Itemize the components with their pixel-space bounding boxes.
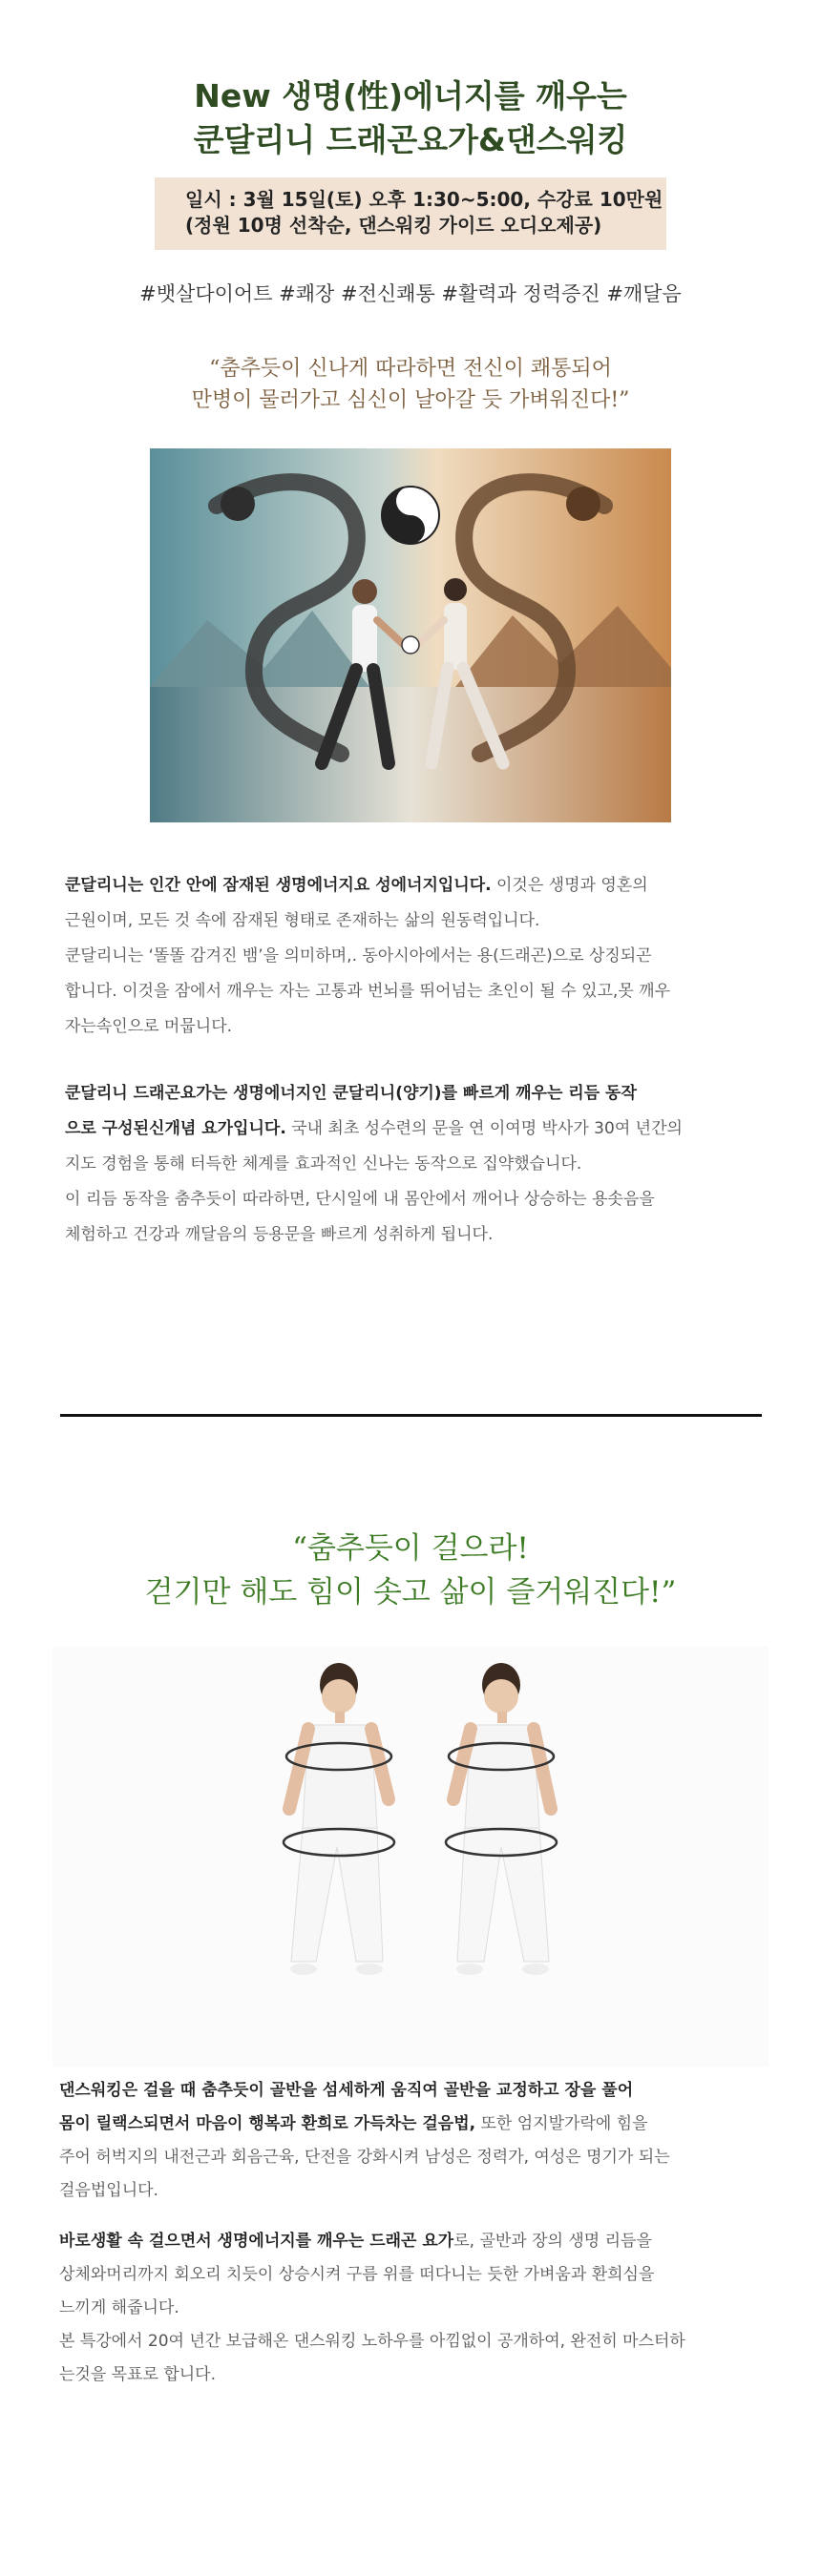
text-line: 근원이며, 모든 것 속에 잠재된 형태로 존재하는 삶의 원동력입니다. [65, 911, 540, 930]
text-line: 느끼게 해줍니다. [59, 2298, 179, 2317]
quote-2-line-1: “춤추듯이 걸으라! [292, 1531, 529, 1566]
text-span: 로, 골반과 장의 생명 리듬을 [453, 2232, 652, 2251]
title-line-1: New 생명(性)에너지를 깨우는 [194, 77, 627, 114]
text-span: 또한 엄지발가락에 힘을 [475, 2114, 648, 2133]
bold-text: 으로 구성된신개념 요가입니다. [65, 1119, 286, 1138]
dragon-couple-image [150, 448, 671, 822]
text-line [59, 2225, 766, 2258]
text-line: 자는속인으로 머뭅니다. [65, 1017, 233, 1036]
text-span: 국내 최초 성수련의 문을 연 이여명 박사가 30여 년간의 [285, 1119, 683, 1138]
dance-walking-image [53, 1647, 768, 2067]
section-2-paragraph-2 [59, 2225, 766, 2392]
title-line-2: 쿤달리니 드래곤요가&댄스워킹 [193, 121, 628, 158]
text-line: 쿤달리니는 ‘똘똘 감겨진 뱀’을 의미하며,. 동아시아에서는 용(드래곤)으로 상징되곤 [65, 946, 652, 966]
bold-text: 바로생활 속 걸으면서 생명에너지를 깨우는 드래곤 요가 [59, 2232, 454, 2251]
text-line [65, 868, 771, 904]
text-line: 체험하고 건강과 깨달음의 등용문을 빠르게 성취하게 됩니다. [65, 1225, 494, 1244]
event-info-line-1: 일시 : 3월 15일(토) 오후 1:30~5:00, 수강료 10만원 [185, 188, 663, 211]
bold-text: 몸이 릴랙스되면서 마음이 행복과 환희로 가득차는 걸음법, [59, 2114, 476, 2133]
quote-2 [0, 1527, 821, 1614]
event-info-box [155, 177, 666, 250]
text-line [59, 2074, 766, 2108]
section-1-paragraph-1 [65, 868, 771, 1045]
quote-1-line-1: “춤추듯이 신나게 따라하면 전신이 쾌통되어 [209, 357, 612, 381]
text-line [65, 1076, 771, 1111]
text-line [65, 1111, 771, 1147]
section-divider [60, 1414, 762, 1417]
text-line: 걸음법입니다. [59, 2181, 158, 2200]
text-line: 상체와머리까지 회오리 치듯이 상승시켜 구름 위를 떠다니는 듯한 가벼움과 환희심을 [59, 2265, 655, 2284]
quote-1 [0, 353, 821, 416]
text-line: 주어 허벅지의 내전근과 회음근육, 단전을 강화시켜 남성은 정력가, 여성은 명기가 되는 [59, 2148, 670, 2167]
bold-text: 댄스워킹은 걸을 때 춤추듯이 골반을 섬세하게 움직여 골반을 교정하고 장을 풀어 [59, 2081, 634, 2100]
text-line: 본 특강에서 20여 년간 보급해온 댄스워킹 노하우를 아낌없이 공개하여, 완전히 마스터하 [59, 2332, 685, 2351]
bold-text: 쿤달리니 드래곤요가는 생명에너지인 쿤달리니(양기)를 빠르게 깨우는 리듬 동작 [65, 1084, 637, 1103]
page-title [0, 74, 821, 162]
event-info-line-2: (정원 10명 선착순, 댄스워킹 가이드 오디오제공) [185, 214, 602, 237]
text-line [59, 2108, 766, 2141]
text-line: 합니다. 이것을 잠에서 깨우는 자는 고통과 번뇌를 뛰어넘는 초인이 될 수 있고,못 깨우 [65, 982, 671, 1001]
quote-2-line-2: 걷기만 해도 힘이 솟고 삶이 즐거워진다!” [144, 1575, 677, 1610]
text-span: 이것은 생명과 영혼의 [491, 876, 648, 895]
section-1-paragraph-2 [65, 1076, 771, 1253]
text-line: 지도 경험을 통해 터득한 체계를 효과적인 신나는 동작으로 집약했습니다. [65, 1154, 582, 1174]
hashtags: #뱃살다이어트 #쾌장 #전신쾌통 #활력과 정력증진 #깨달음 [139, 282, 682, 305]
text-line: 이 리듬 동작을 춤추듯이 따라하면, 단시일에 내 몸안에서 깨어나 상승하는 용솟음을 [65, 1190, 655, 1209]
section-2-paragraph-1 [59, 2074, 766, 2208]
bold-text: 쿤달리니는 인간 안에 잠재된 생명에너지요 성에너지입니다. [65, 876, 492, 895]
text-line: 는것을 목표로 합니다. [59, 2365, 217, 2384]
quote-1-line-2: 만병이 물러가고 심신이 날아갈 듯 가벼워진다!” [191, 388, 630, 412]
